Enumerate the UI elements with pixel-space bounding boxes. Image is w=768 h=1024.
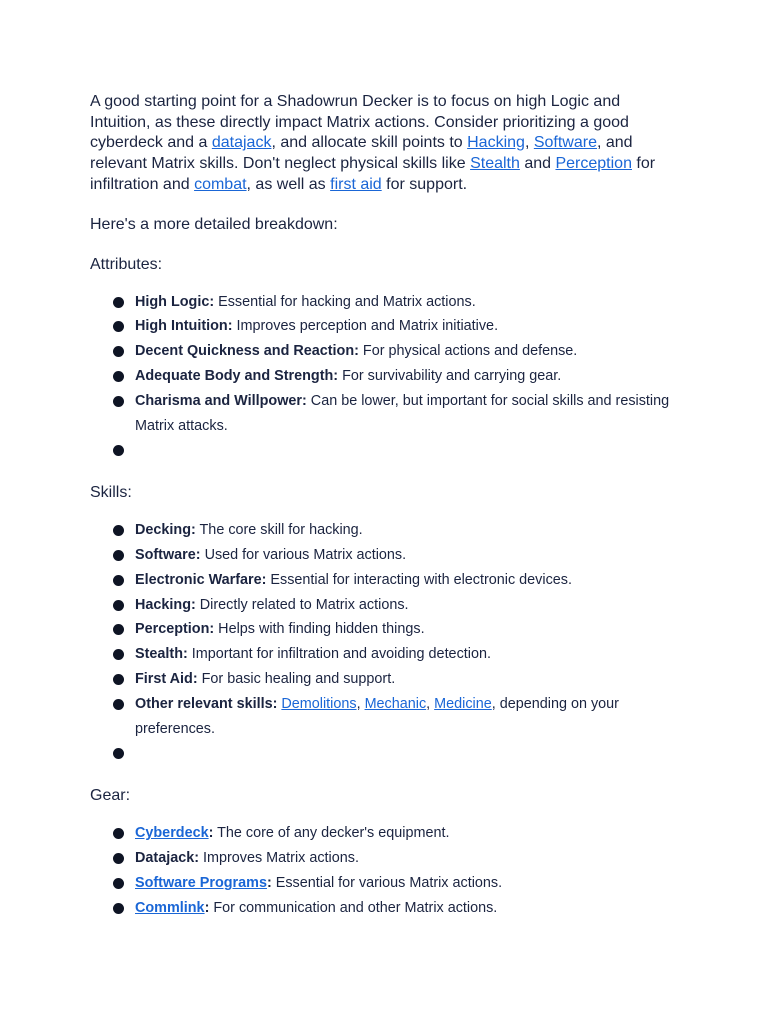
link-software-programs[interactable]: Software Programs — [135, 875, 267, 892]
item-desc: Helps with finding hidden things. — [214, 621, 425, 638]
item-desc: Improves perception and Matrix initiative. — [232, 318, 499, 335]
list-item — [90, 389, 680, 439]
intro-text: for support. — [381, 175, 468, 193]
link-cyberdeck[interactable]: Cyberdeck — [135, 825, 209, 842]
item-term: First Aid: — [135, 671, 198, 688]
list-item — [90, 518, 680, 543]
list-item — [90, 846, 680, 871]
item-desc: For basic healing and support. — [197, 671, 396, 688]
item-term: Adequate Body and Strength: — [135, 367, 339, 384]
bullet-icon — [113, 550, 124, 561]
attributes-heading: Attributes: — [90, 255, 163, 273]
intro-text: and — [519, 155, 556, 173]
bullet-icon — [113, 878, 124, 889]
item-colon: : — [266, 875, 272, 892]
intro-text: , — [524, 134, 534, 152]
list-item-empty — [90, 741, 680, 768]
item-term: High Intuition: — [135, 318, 233, 335]
list-item — [90, 290, 680, 315]
bullet-icon — [113, 828, 124, 839]
link-combat[interactable]: combat — [194, 175, 247, 193]
item-desc: Directly related to Matrix actions. — [195, 596, 409, 613]
bullet-icon — [113, 371, 124, 382]
list-item — [90, 692, 680, 742]
item-desc: For communication and other Matrix actions. — [209, 899, 498, 916]
list-item — [90, 896, 680, 921]
link-first-aid[interactable]: first aid — [330, 175, 382, 193]
item-term: Software: — [135, 547, 201, 564]
list-item — [90, 871, 680, 896]
bullet-icon — [113, 853, 124, 864]
list-item — [90, 568, 680, 593]
bullet-icon — [113, 346, 124, 357]
item-desc: Improves Matrix actions. — [199, 850, 359, 867]
item-term: Electronic Warfare: — [135, 571, 267, 588]
bullet-icon — [113, 649, 124, 660]
link-commlink[interactable]: Commlink — [135, 899, 205, 916]
item-desc: , — [426, 695, 435, 712]
list-item — [90, 314, 680, 339]
intro-text: , as well as — [246, 175, 331, 193]
bullet-icon — [113, 624, 124, 635]
list-item — [90, 593, 680, 618]
link-medicine[interactable]: Medicine — [434, 695, 492, 712]
gear-heading: Gear: — [90, 787, 131, 805]
list-item — [90, 821, 680, 846]
gear-list — [90, 821, 680, 920]
item-term: High Logic: — [135, 293, 215, 310]
bullet-icon — [113, 321, 124, 332]
item-desc: For physical actions and defense. — [358, 343, 578, 360]
bullet-icon — [113, 674, 124, 685]
intro-paragraph — [90, 92, 680, 196]
list-item-empty — [90, 438, 680, 465]
link-stealth[interactable]: Stealth — [470, 155, 520, 173]
item-term: Decking: — [135, 522, 196, 539]
link-demolitions[interactable]: Demolitions — [281, 695, 357, 712]
intro-text: A good starting point for a Shadowrun Decker is to focus on high Logic and Intuition, as these directly impact Matrix actions. Consider prioritizing a good cyberdeck and a — [90, 93, 629, 152]
list-item — [90, 667, 680, 692]
link-mechanic[interactable]: Mechanic — [364, 695, 427, 712]
bullet-icon — [113, 575, 124, 586]
item-desc: Important for infiltration and avoiding detection. — [187, 646, 491, 663]
link-hacking[interactable]: Hacking — [467, 134, 525, 152]
list-item — [90, 642, 680, 667]
link-datajack[interactable]: datajack — [211, 134, 272, 152]
item-desc: , — [356, 695, 365, 712]
list-item — [90, 617, 680, 642]
intro-text: , and allocate skill points to — [271, 134, 468, 152]
bullet-icon — [113, 396, 124, 407]
bullet-icon — [113, 748, 124, 759]
item-desc: , depending on your preferences. — [135, 695, 619, 737]
bullet-icon — [113, 445, 124, 456]
bullet-icon — [113, 600, 124, 611]
breakdown-text: Here's a more detailed breakdown: — [90, 215, 338, 233]
skills-list — [90, 518, 680, 768]
item-colon: : — [208, 825, 214, 842]
item-term: Decent Quickness and Reaction: — [135, 343, 359, 360]
item-desc: Can be lower, but important for social skills and resisting Matrix attacks. — [135, 392, 670, 434]
attributes-list — [90, 290, 680, 466]
item-desc: Used for various Matrix actions. — [200, 547, 407, 564]
link-software[interactable]: Software — [533, 134, 597, 152]
list-item — [90, 339, 680, 364]
item-desc: Essential for hacking and Matrix actions. — [214, 293, 476, 310]
item-term: Charisma and Willpower: — [135, 392, 307, 409]
bullet-icon — [113, 297, 124, 308]
bullet-icon — [113, 699, 124, 710]
bullet-icon — [113, 903, 124, 914]
list-item — [90, 364, 680, 389]
item-desc: The core of any decker's equipment. — [213, 825, 450, 842]
item-term: Datajack: — [135, 850, 199, 867]
document-body — [90, 92, 680, 939]
intro-text: for infiltration and — [90, 155, 656, 193]
item-desc: The core skill for hacking. — [195, 522, 363, 539]
list-item — [90, 543, 680, 568]
item-desc: Essential for various Matrix actions. — [271, 875, 503, 892]
link-perception[interactable]: Perception — [555, 155, 632, 173]
item-term: Hacking: — [135, 596, 196, 613]
intro-text: , and relevant Matrix skills. Don't neglect physical skills like — [90, 134, 633, 173]
item-desc: For survivability and carrying gear. — [338, 367, 562, 384]
item-term: Perception: — [135, 621, 215, 638]
item-colon: : — [204, 899, 210, 916]
bullet-icon — [113, 525, 124, 536]
item-term: Other relevant skills: — [135, 695, 278, 712]
item-desc: Essential for interacting with electronic devices. — [266, 571, 572, 588]
skills-heading: Skills: — [90, 484, 132, 502]
item-term: Stealth: — [135, 646, 188, 663]
